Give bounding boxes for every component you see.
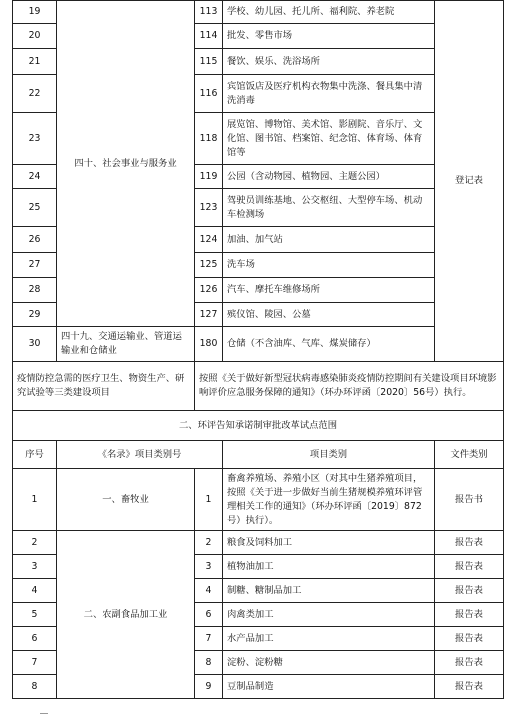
project-category: 学校、幼儿园、托儿所、福利院、养老院 — [223, 1, 435, 24]
document-type: 报告表 — [435, 675, 504, 699]
catalog-code: 114 — [195, 24, 223, 49]
catalog-code: 116 — [195, 75, 223, 113]
document-type: 报告表 — [435, 627, 504, 651]
catalog-code: 3 — [195, 555, 223, 579]
row-number: 4 — [13, 579, 57, 603]
catalog-code: 8 — [195, 651, 223, 675]
row-number: 1 — [13, 469, 57, 531]
project-category: 加油、加气站 — [223, 227, 435, 253]
table-row — [13, 1, 504, 24]
catalog-code: 125 — [195, 253, 223, 278]
header-category: 项目类别 — [223, 441, 435, 469]
row-number: 29 — [13, 303, 57, 327]
row-number: 23 — [13, 113, 57, 165]
row-number: 19 — [13, 1, 57, 24]
row-number: 7 — [13, 651, 57, 675]
project-category: 制糖、糖制品加工 — [223, 579, 435, 603]
document-type: 报告书 — [435, 469, 504, 531]
catalog-code: 124 — [195, 227, 223, 253]
row-number: 26 — [13, 227, 57, 253]
project-category: 粮食及饲料加工 — [223, 531, 435, 555]
catalog-code: 180 — [195, 327, 223, 362]
row-number: 22 — [13, 75, 57, 113]
project-category: 批发、零售市场 — [223, 24, 435, 49]
category-cell: 二、农副食品加工业 — [57, 531, 195, 699]
section-title-row — [13, 411, 504, 441]
row-number: 28 — [13, 278, 57, 303]
page-edge-mark — [40, 713, 48, 714]
row-number: 25 — [13, 189, 57, 227]
project-category: 淀粉、淀粉糖 — [223, 651, 435, 675]
catalog-code: 9 — [195, 675, 223, 699]
catalog-code: 123 — [195, 189, 223, 227]
catalog-code: 1 — [195, 469, 223, 531]
document-type: 报告表 — [435, 579, 504, 603]
project-category: 植物油加工 — [223, 555, 435, 579]
table-row — [13, 469, 504, 531]
header-no: 序号 — [13, 441, 57, 469]
project-category: 驾驶员训练基地、公交枢纽、大型停车场、机动车检测场 — [223, 189, 435, 227]
catalog-code: 115 — [195, 49, 223, 75]
catalog-code: 113 — [195, 1, 223, 24]
project-category: 洗车场 — [223, 253, 435, 278]
category-cell: 四十、社会事业与服务业 — [57, 1, 195, 327]
catalog-code: 118 — [195, 113, 223, 165]
catalog-code: 119 — [195, 165, 223, 189]
project-category: 公园（含动物园、植物园、主题公园） — [223, 165, 435, 189]
table-row — [13, 531, 504, 555]
project-category: 肉禽类加工 — [223, 603, 435, 627]
epidemic-row — [13, 362, 504, 411]
catalog-code: 2 — [195, 531, 223, 555]
project-category: 餐饮、娱乐、洗浴场所 — [223, 49, 435, 75]
project-category: 豆制品制造 — [223, 675, 435, 699]
document-type: 报告表 — [435, 555, 504, 579]
document-type: 报告表 — [435, 603, 504, 627]
document-type: 报告表 — [435, 531, 504, 555]
epidemic-text: 按照《关于做好新型冠状病毒感染肺炎疫情防控期间有关建设项目环境影响评价应急服务保障的通知》（环办环评函〔2020〕56号）执行。 — [195, 362, 504, 411]
catalog-code: 6 — [195, 603, 223, 627]
header-doc: 文件类别 — [435, 441, 504, 469]
table-row — [13, 327, 504, 362]
table-header-row — [13, 441, 504, 469]
row-number: 5 — [13, 603, 57, 627]
project-category: 汽车、摩托车维修场所 — [223, 278, 435, 303]
row-number: 3 — [13, 555, 57, 579]
catalog-code: 126 — [195, 278, 223, 303]
epidemic-label: 疫情防控急需的医疗卫生、物资生产、研究试验等三类建设项目 — [13, 362, 195, 411]
row-number: 2 — [13, 531, 57, 555]
project-category: 水产品加工 — [223, 627, 435, 651]
catalog-code: 4 — [195, 579, 223, 603]
project-category: 仓储（不含油库、气库、煤炭储存） — [223, 327, 435, 362]
header-catalog: 《名录》项目类别号 — [57, 441, 223, 469]
row-number: 8 — [13, 675, 57, 699]
row-number: 20 — [13, 24, 57, 49]
category-cell: 一、畜牧业 — [57, 469, 195, 531]
document-page — [12, 0, 503, 712]
category-cell: 四十九、交通运输业、管道运输业和仓储业 — [57, 327, 195, 362]
row-number: 30 — [13, 327, 57, 362]
project-category: 殡仪馆、陵园、公墓 — [223, 303, 435, 327]
project-category: 展览馆、博物馆、美术馆、影剧院、音乐厅、文化馆、图书馆、档案馆、纪念馆、体育场、体育馆等 — [223, 113, 435, 165]
row-number: 21 — [13, 49, 57, 75]
catalog-code: 127 — [195, 303, 223, 327]
document-type: 登记表 — [435, 1, 504, 362]
row-number: 6 — [13, 627, 57, 651]
section-title: 二、环评告知承诺制审批改革试点范围 — [13, 411, 504, 441]
project-scope-table — [12, 0, 504, 699]
project-category: 畜禽养殖场、养殖小区（对其中生猪养殖项目，按照《关于进一步做好当前生猪规模养殖环评管理相关工作的通知》（环办环评函〔2019〕872号）执行）。 — [223, 469, 435, 531]
row-number: 24 — [13, 165, 57, 189]
catalog-code: 7 — [195, 627, 223, 651]
row-number: 27 — [13, 253, 57, 278]
document-type: 报告表 — [435, 651, 504, 675]
project-category: 宾馆饭店及医疗机构衣物集中洗涤、餐具集中清洗消毒 — [223, 75, 435, 113]
